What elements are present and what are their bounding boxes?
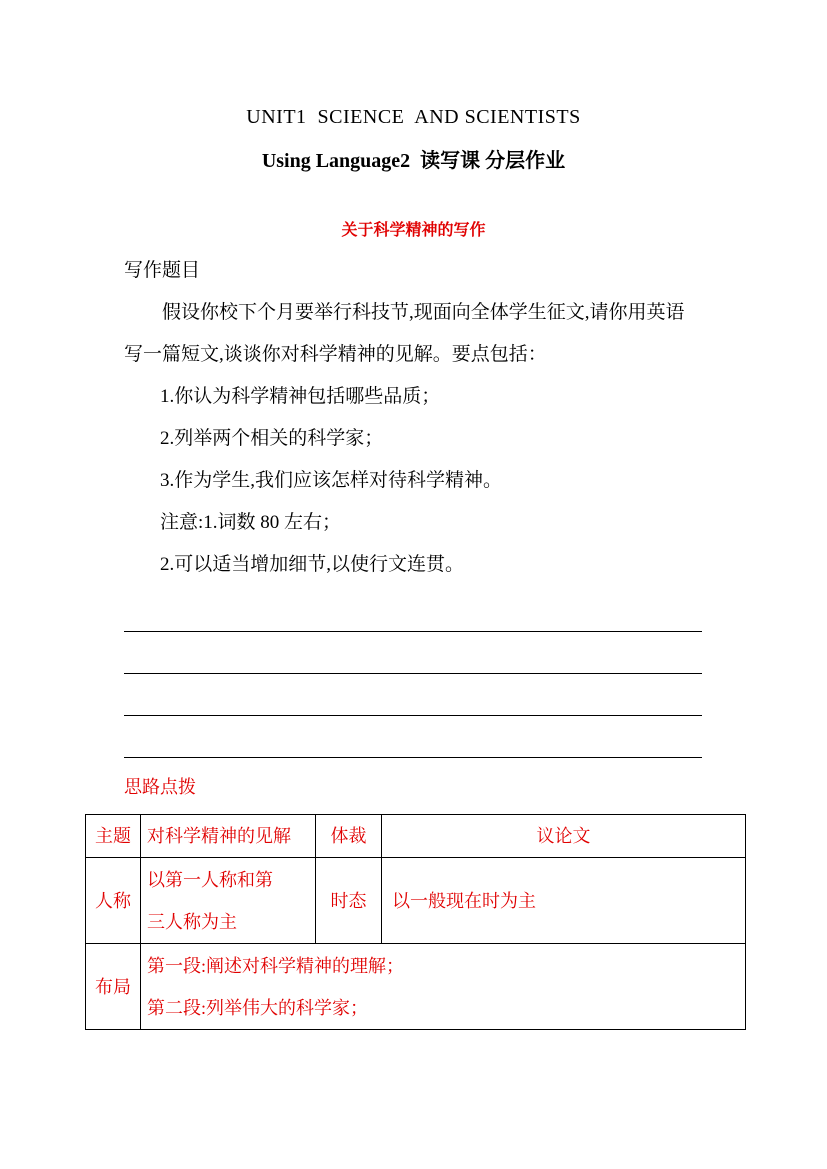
hints-label: 思路点拨 bbox=[124, 777, 196, 797]
prompt-paragraph-line: 写一篇短文,谈谈你对科学精神的见解。要点包括： bbox=[124, 344, 547, 365]
writing-prompt-section bbox=[124, 250, 702, 808]
table-cell-line: 第一段:阐述对科学精神的理解； bbox=[147, 955, 404, 976]
table-cell-topic-value: 对科学精神的见解 bbox=[141, 815, 316, 858]
prompt-paragraph-line: 假设你校下个月要举行科技节,现面向全体学生征文,请你用英语 bbox=[162, 302, 685, 323]
prompt-label: 写作题目 bbox=[124, 260, 201, 281]
table-row-topic bbox=[86, 815, 746, 858]
table-header-genre: 体裁 bbox=[316, 815, 382, 858]
hints-table bbox=[85, 814, 746, 1030]
prompt-point: 2.列举两个相关的科学家； bbox=[160, 428, 384, 449]
table-cell-genre-value: 议论文 bbox=[382, 815, 746, 858]
table-cell-person-value bbox=[141, 858, 316, 944]
table-header-topic: 主题 bbox=[86, 815, 141, 858]
table-cell-line: 三人称为主 bbox=[147, 911, 237, 932]
prompt-point: 3.作为学生,我们应该怎样对待科学精神。 bbox=[160, 470, 503, 491]
answer-line bbox=[124, 716, 702, 758]
answer-line bbox=[124, 632, 702, 674]
table-header-layout: 布局 bbox=[86, 944, 141, 1030]
prompt-note: 2.可以适当增加细节,以使行文连贯。 bbox=[160, 554, 465, 575]
table-cell-line: 以第一人称和第 bbox=[147, 869, 273, 890]
table-row-layout bbox=[86, 944, 746, 1030]
answer-line bbox=[124, 590, 702, 632]
prompt-note: 注意:1.词数 80 左右； bbox=[160, 512, 342, 533]
answer-area bbox=[124, 590, 702, 758]
prompt-point: 1.你认为科学精神包括哪些品质； bbox=[160, 386, 441, 407]
answer-line bbox=[124, 674, 702, 716]
table-header-person: 人称 bbox=[86, 858, 141, 944]
table-header-tense: 时态 bbox=[316, 858, 382, 944]
table-cell-layout-value bbox=[141, 944, 746, 1030]
table-cell-tense-value: 以一般现在时为主 bbox=[382, 858, 746, 944]
section-heading: 关于科学精神的写作 bbox=[341, 222, 486, 239]
document-title: UNIT1 SCIENCE AND SCIENTISTS bbox=[246, 106, 581, 128]
table-row-person bbox=[86, 858, 746, 944]
table-cell-line: 第二段:列举伟大的科学家； bbox=[147, 997, 368, 1018]
document-subtitle: Using Language2 读写课 分层作业 bbox=[261, 150, 566, 172]
